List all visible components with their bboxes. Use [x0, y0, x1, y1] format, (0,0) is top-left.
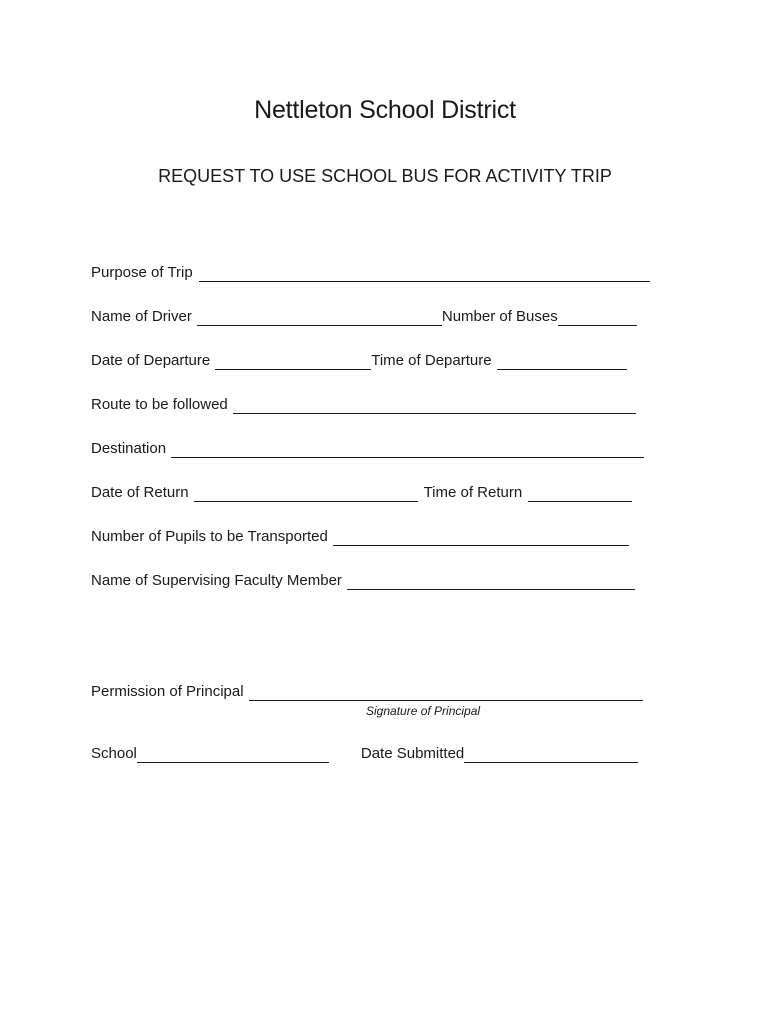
- time-of-departure-field[interactable]: [497, 352, 627, 370]
- form-subtitle: REQUEST TO USE SCHOOL BUS FOR ACTIVITY TRIP: [158, 166, 612, 186]
- permission-of-principal-label: Permission of Principal: [91, 683, 244, 700]
- route-row: [91, 394, 636, 414]
- destination-label: Destination: [91, 440, 167, 457]
- date-of-departure-field[interactable]: [215, 352, 371, 370]
- time-of-return-field[interactable]: [528, 484, 632, 502]
- school-row: [91, 743, 638, 763]
- date-submitted-label: Date Submitted: [360, 745, 465, 762]
- number-of-buses-label: Number of Buses: [441, 308, 558, 325]
- name-of-driver-label: Name of Driver: [91, 308, 192, 325]
- date-of-return-field[interactable]: [194, 484, 418, 502]
- route-field[interactable]: [233, 396, 636, 414]
- driver-row: [91, 306, 637, 326]
- name-of-driver-field[interactable]: [197, 308, 442, 326]
- return-row: [91, 482, 632, 502]
- departure-row: [91, 350, 627, 370]
- number-of-pupils-label: Number of Pupils to be Transported: [91, 528, 328, 545]
- purpose-of-trip-label: Purpose of Trip: [91, 264, 193, 281]
- date-submitted-field[interactable]: [464, 745, 638, 763]
- signature-caption: Signature of Principal: [366, 704, 481, 718]
- principal-signature-field[interactable]: [249, 683, 643, 701]
- date-of-departure-label: Date of Departure: [91, 352, 211, 369]
- number-of-pupils-field[interactable]: [333, 528, 629, 546]
- supervising-faculty-label: Name of Supervising Faculty Member: [91, 572, 342, 589]
- purpose-of-trip-row: [91, 262, 650, 282]
- school-label: School: [91, 745, 137, 762]
- route-label: Route to be followed: [91, 396, 228, 413]
- purpose-of-trip-field[interactable]: [199, 264, 650, 282]
- time-of-departure-label: Time of Departure: [371, 352, 492, 369]
- principal-row: [91, 681, 643, 701]
- faculty-row: [91, 570, 635, 590]
- destination-row: [91, 438, 644, 458]
- pupils-row: [91, 526, 629, 546]
- number-of-buses-field[interactable]: [558, 308, 637, 326]
- time-of-return-label: Time of Return: [423, 484, 523, 501]
- school-field[interactable]: [137, 745, 329, 763]
- date-of-return-label: Date of Return: [91, 484, 189, 501]
- district-title: Nettleton School District: [254, 96, 516, 124]
- supervising-faculty-field[interactable]: [347, 572, 635, 590]
- destination-field[interactable]: [171, 440, 644, 458]
